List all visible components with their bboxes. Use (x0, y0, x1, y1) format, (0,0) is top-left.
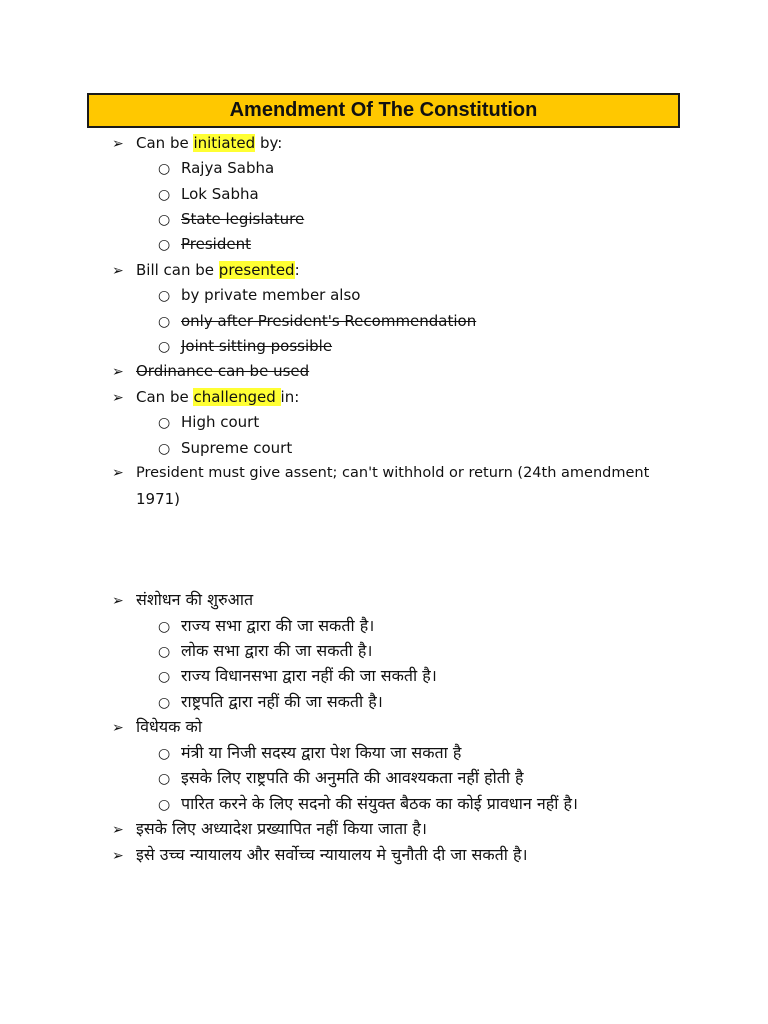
sub-item-state-legislature (158, 209, 304, 230)
sub-item-text: Supreme court (181, 439, 293, 457)
ordinance-text: Ordinance can be used (136, 362, 310, 380)
arrow-bullet-icon: ➢ (112, 822, 124, 838)
hindi-sub-item (158, 666, 437, 687)
hindi-list-item-3 (112, 819, 427, 840)
arrow-bullet-icon: ➢ (112, 593, 124, 609)
assent-line2: 1971) (136, 490, 181, 508)
circle-bullet-icon: ○ (158, 339, 171, 355)
circle-bullet-icon: ○ (158, 669, 171, 685)
circle-bullet-icon: ○ (158, 441, 171, 457)
circle-bullet-icon: ○ (158, 288, 171, 304)
hindi-sub-item (158, 768, 524, 789)
arrow-bullet-icon: ➢ (112, 848, 124, 864)
arrow-bullet-icon: ➢ (112, 465, 124, 481)
sub-item-high-court (158, 412, 259, 433)
hindi-sub-item (158, 794, 578, 815)
presented-highlight: presented (218, 261, 295, 279)
hindi-sub-text: इसके लिए राष्ट्रपति की अनुमति की आवश्यकता नहीं होती है (181, 768, 524, 787)
circle-bullet-icon: ○ (158, 212, 171, 228)
sub-item-rajya-sabha (158, 158, 274, 179)
circle-bullet-icon: ○ (158, 695, 171, 711)
circle-bullet-icon: ○ (158, 797, 171, 813)
arrow-bullet-icon: ➢ (112, 390, 124, 406)
circle-bullet-icon: ○ (158, 187, 171, 203)
list-item-ordinance (112, 361, 309, 382)
sub-item-private-member (158, 285, 360, 306)
sub-item-text: Rajya Sabha (181, 159, 275, 177)
hindi-sub-item (158, 616, 374, 637)
assent-line1: President must give assent; can't withhold or return (24th amendment (136, 465, 650, 481)
arrow-bullet-icon: ➢ (112, 364, 124, 380)
hindi-sub-item (158, 692, 383, 713)
hindi-sub-text: राष्ट्रपति द्वारा नहीं की जा सकती है। (181, 692, 383, 711)
page-title: Amendment Of The Constitution (229, 99, 538, 121)
hindi-sub-text: पारित करने के लिए सदनो की संयुक्त बैठक का कोई प्रावधान नहीं है। (181, 794, 578, 813)
challenged-post: in: (280, 388, 300, 406)
hindi-head-1: संशोधन की शुरुआत (136, 590, 254, 609)
sub-item-text: High court (181, 413, 260, 431)
hindi-list-item-1 (112, 590, 253, 611)
challenged-highlight: challenged (193, 388, 281, 406)
list-item-presented (112, 260, 300, 281)
sub-item-text: Lok Sabha (181, 185, 259, 203)
hindi-sub-item (158, 743, 461, 764)
circle-bullet-icon: ○ (158, 644, 171, 660)
hindi-sub-text: लोक सभा द्वारा की जा सकती है। (181, 641, 373, 660)
challenged-pre: Can be (136, 388, 194, 406)
initiated-highlight: initiated (193, 134, 256, 152)
circle-bullet-icon: ○ (158, 771, 171, 787)
list-item-initiated (112, 133, 282, 154)
initiated-post: by: (255, 134, 283, 152)
list-item-challenged (112, 387, 299, 408)
hindi-line-4: इसे उच्च न्यायालय और सर्वोच्च न्यायालय मे चुनौती दी जा सकती है। (136, 845, 528, 864)
list-item-assent (112, 463, 649, 483)
initiated-pre: Can be (136, 134, 194, 152)
sub-item-text: President (181, 235, 251, 253)
circle-bullet-icon: ○ (158, 415, 171, 431)
hindi-sub-text: मंत्री या निजी सदस्य द्वारा पेश किया जा सकता है (181, 743, 462, 762)
sub-item-text: by private member also (181, 286, 361, 304)
sub-item-joint-sitting (158, 336, 332, 357)
sub-item-text: State legislature (181, 210, 305, 228)
sub-item-lok-sabha (158, 184, 259, 205)
presented-post: : (294, 261, 300, 279)
sub-item-text: only after President's Recommendation (181, 312, 477, 330)
circle-bullet-icon: ○ (158, 237, 171, 253)
sub-item-supreme-court (158, 438, 292, 459)
circle-bullet-icon: ○ (158, 746, 171, 762)
circle-bullet-icon: ○ (158, 161, 171, 177)
hindi-line-3: इसके लिए अध्यादेश प्रख्यापित नहीं किया जाता है। (136, 819, 427, 838)
hindi-list-item-2 (112, 717, 202, 738)
hindi-head-2: विधेयक को (136, 717, 202, 736)
arrow-bullet-icon: ➢ (112, 720, 124, 736)
hindi-sub-text: राज्य विधानसभा द्वारा नहीं की जा सकती है। (181, 666, 437, 685)
hindi-list-item-4 (112, 845, 528, 866)
sub-item-president (158, 234, 251, 255)
assent-continuation (136, 489, 180, 509)
sub-item-president-recommendation (158, 311, 476, 332)
circle-bullet-icon: ○ (158, 619, 171, 635)
circle-bullet-icon: ○ (158, 314, 171, 330)
arrow-bullet-icon: ➢ (112, 136, 124, 152)
hindi-sub-item (158, 641, 372, 662)
arrow-bullet-icon: ➢ (112, 263, 124, 279)
sub-item-text: Joint sitting possible (181, 337, 333, 355)
presented-pre: Bill can be (136, 261, 219, 279)
hindi-sub-text: राज्य सभा द्वारा की जा सकती है। (181, 616, 375, 635)
title-banner (87, 93, 680, 128)
